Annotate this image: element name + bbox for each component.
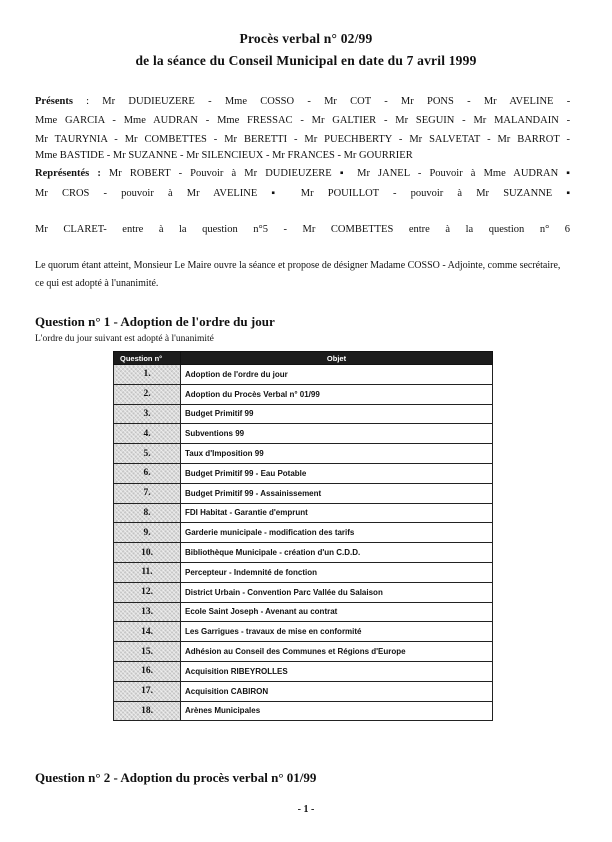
table-row [114, 642, 493, 662]
table-row [114, 404, 493, 424]
table-row [114, 503, 493, 523]
presents-line-2: Mme GARCIA - Mme AUDRAN - Mme FRESSAC - Mr GALTIER - Mr SEGUIN - Mr MALANDAIN - [35, 115, 571, 126]
row-objet: Subventions 99 [181, 424, 493, 444]
row-number: 13. [114, 602, 181, 622]
row-number: 2. [114, 384, 181, 404]
row-objet: Percepteur - Indemnité de fonction [181, 562, 493, 582]
row-number: 9. [114, 523, 181, 543]
represented-line-1: Représentés : Mr ROBERT - Pouvoir à Mr DUDIEUZERE ▪ Mr JANEL - Pouvoir à Mme AUDRAN ▪ [35, 168, 570, 179]
table-row [114, 701, 493, 721]
table-row [114, 543, 493, 563]
table-row [114, 384, 493, 404]
table-row [114, 463, 493, 483]
row-number: 8. [114, 503, 181, 523]
row-objet: Budget Primitif 99 - Assainissement [181, 483, 493, 503]
represented-line-2: Mr CROS - pouvoir à Mr AVELINE ▪ Mr POUILLOT - pouvoir à Mr SUZANNE ▪ [35, 188, 571, 199]
page-number: - 1 - [297, 804, 315, 815]
row-objet: Budget Primitif 99 [181, 404, 493, 424]
row-number: 11. [114, 562, 181, 582]
table-row [114, 523, 493, 543]
row-number: 14. [114, 622, 181, 642]
question-1-intro: L'ordre du jour suivant est adopté à l'unanimité [35, 334, 214, 344]
row-objet: Garderie municipale - modification des tarifs [181, 523, 493, 543]
row-objet: Bibliothèque Municipale - création d'un C.D.D. [181, 543, 493, 563]
row-number: 3. [114, 404, 181, 424]
presents-line-4: Mme BASTIDE - Mr SUZANNE - Mr SILENCIEUX - Mr FRANCES - Mr GOURRIER [35, 150, 413, 161]
row-objet: District Urbain - Convention Parc Vallée du Salaison [181, 582, 493, 602]
table-row [114, 602, 493, 622]
row-number: 18. [114, 701, 181, 721]
table-row [114, 444, 493, 464]
row-number: 7. [114, 483, 181, 503]
table-row [114, 661, 493, 681]
question-2-heading: Question n° 2 - Adoption du procès verbal n° 01/99 [35, 770, 317, 785]
quorum-line-2: ce qui est adopté à l'unanimité. [35, 278, 159, 289]
row-objet: Adoption de l'ordre du jour [181, 365, 493, 385]
row-objet: Adoption du Procès Verbal n° 01/99 [181, 384, 493, 404]
table-row [114, 622, 493, 642]
table-row [114, 424, 493, 444]
quorum-line-1: Le quorum étant atteint, Monsieur Le Maire ouvre la séance et propose de désigner Madame COSSO - Adjointe, comme secrétaire, [35, 260, 561, 271]
row-objet: FDI Habitat - Garantie d'emprunt [181, 503, 493, 523]
row-objet: Acquisition CABIRON [181, 681, 493, 701]
document-subtitle: de la séance du Conseil Municipal en date du 7 avril 1999 [135, 53, 477, 68]
row-objet: Les Garrigues - travaux de mise en conformité [181, 622, 493, 642]
row-objet: Budget Primitif 99 - Eau Potable [181, 463, 493, 483]
row-objet: Arènes Municipales [181, 701, 493, 721]
question-1-heading: Question n° 1 - Adoption de l'ordre du jour [35, 314, 275, 329]
table-row [114, 582, 493, 602]
row-number: 16. [114, 661, 181, 681]
represented-label: Représentés : [35, 168, 101, 179]
table-row [114, 681, 493, 701]
row-objet: Ecole Saint Joseph - Avenant au contrat [181, 602, 493, 622]
table-row [114, 562, 493, 582]
document-title: Procès verbal n° 02/99 [239, 31, 373, 46]
agenda-header-row [114, 352, 493, 365]
row-number: 15. [114, 642, 181, 662]
presents-line-3: Mr TAURYNIA - Mr COMBETTES - Mr BERETTI - Mr PUECHBERTY - Mr SALVETAT - Mr BARROT - [35, 134, 571, 145]
row-objet: Adhésion au Conseil des Communes et Régions d'Europe [181, 642, 493, 662]
arrivals-line: Mr CLARET- entre à la question n°5 - Mr COMBETTES entre à la question n° 6 [35, 224, 571, 235]
row-number: 6. [114, 463, 181, 483]
column-header-objet: Objet [181, 352, 493, 365]
row-number: 17. [114, 681, 181, 701]
agenda-table [113, 351, 493, 721]
row-number: 5. [114, 444, 181, 464]
table-row [114, 483, 493, 503]
row-objet: Taux d'Imposition 99 [181, 444, 493, 464]
presents-line-1: Présents : Mr DUDIEUZERE - Mme COSSO - Mr COT - Mr PONS - Mr AVELINE - [35, 96, 571, 107]
row-number: 4. [114, 424, 181, 444]
presents-label: Présents [35, 96, 73, 107]
row-objet: Acquisition RIBEYROLLES [181, 661, 493, 681]
table-row [114, 365, 493, 385]
row-number: 12. [114, 582, 181, 602]
row-number: 10. [114, 543, 181, 563]
column-header-question: Question n° [114, 352, 181, 365]
row-number: 1. [114, 365, 181, 385]
